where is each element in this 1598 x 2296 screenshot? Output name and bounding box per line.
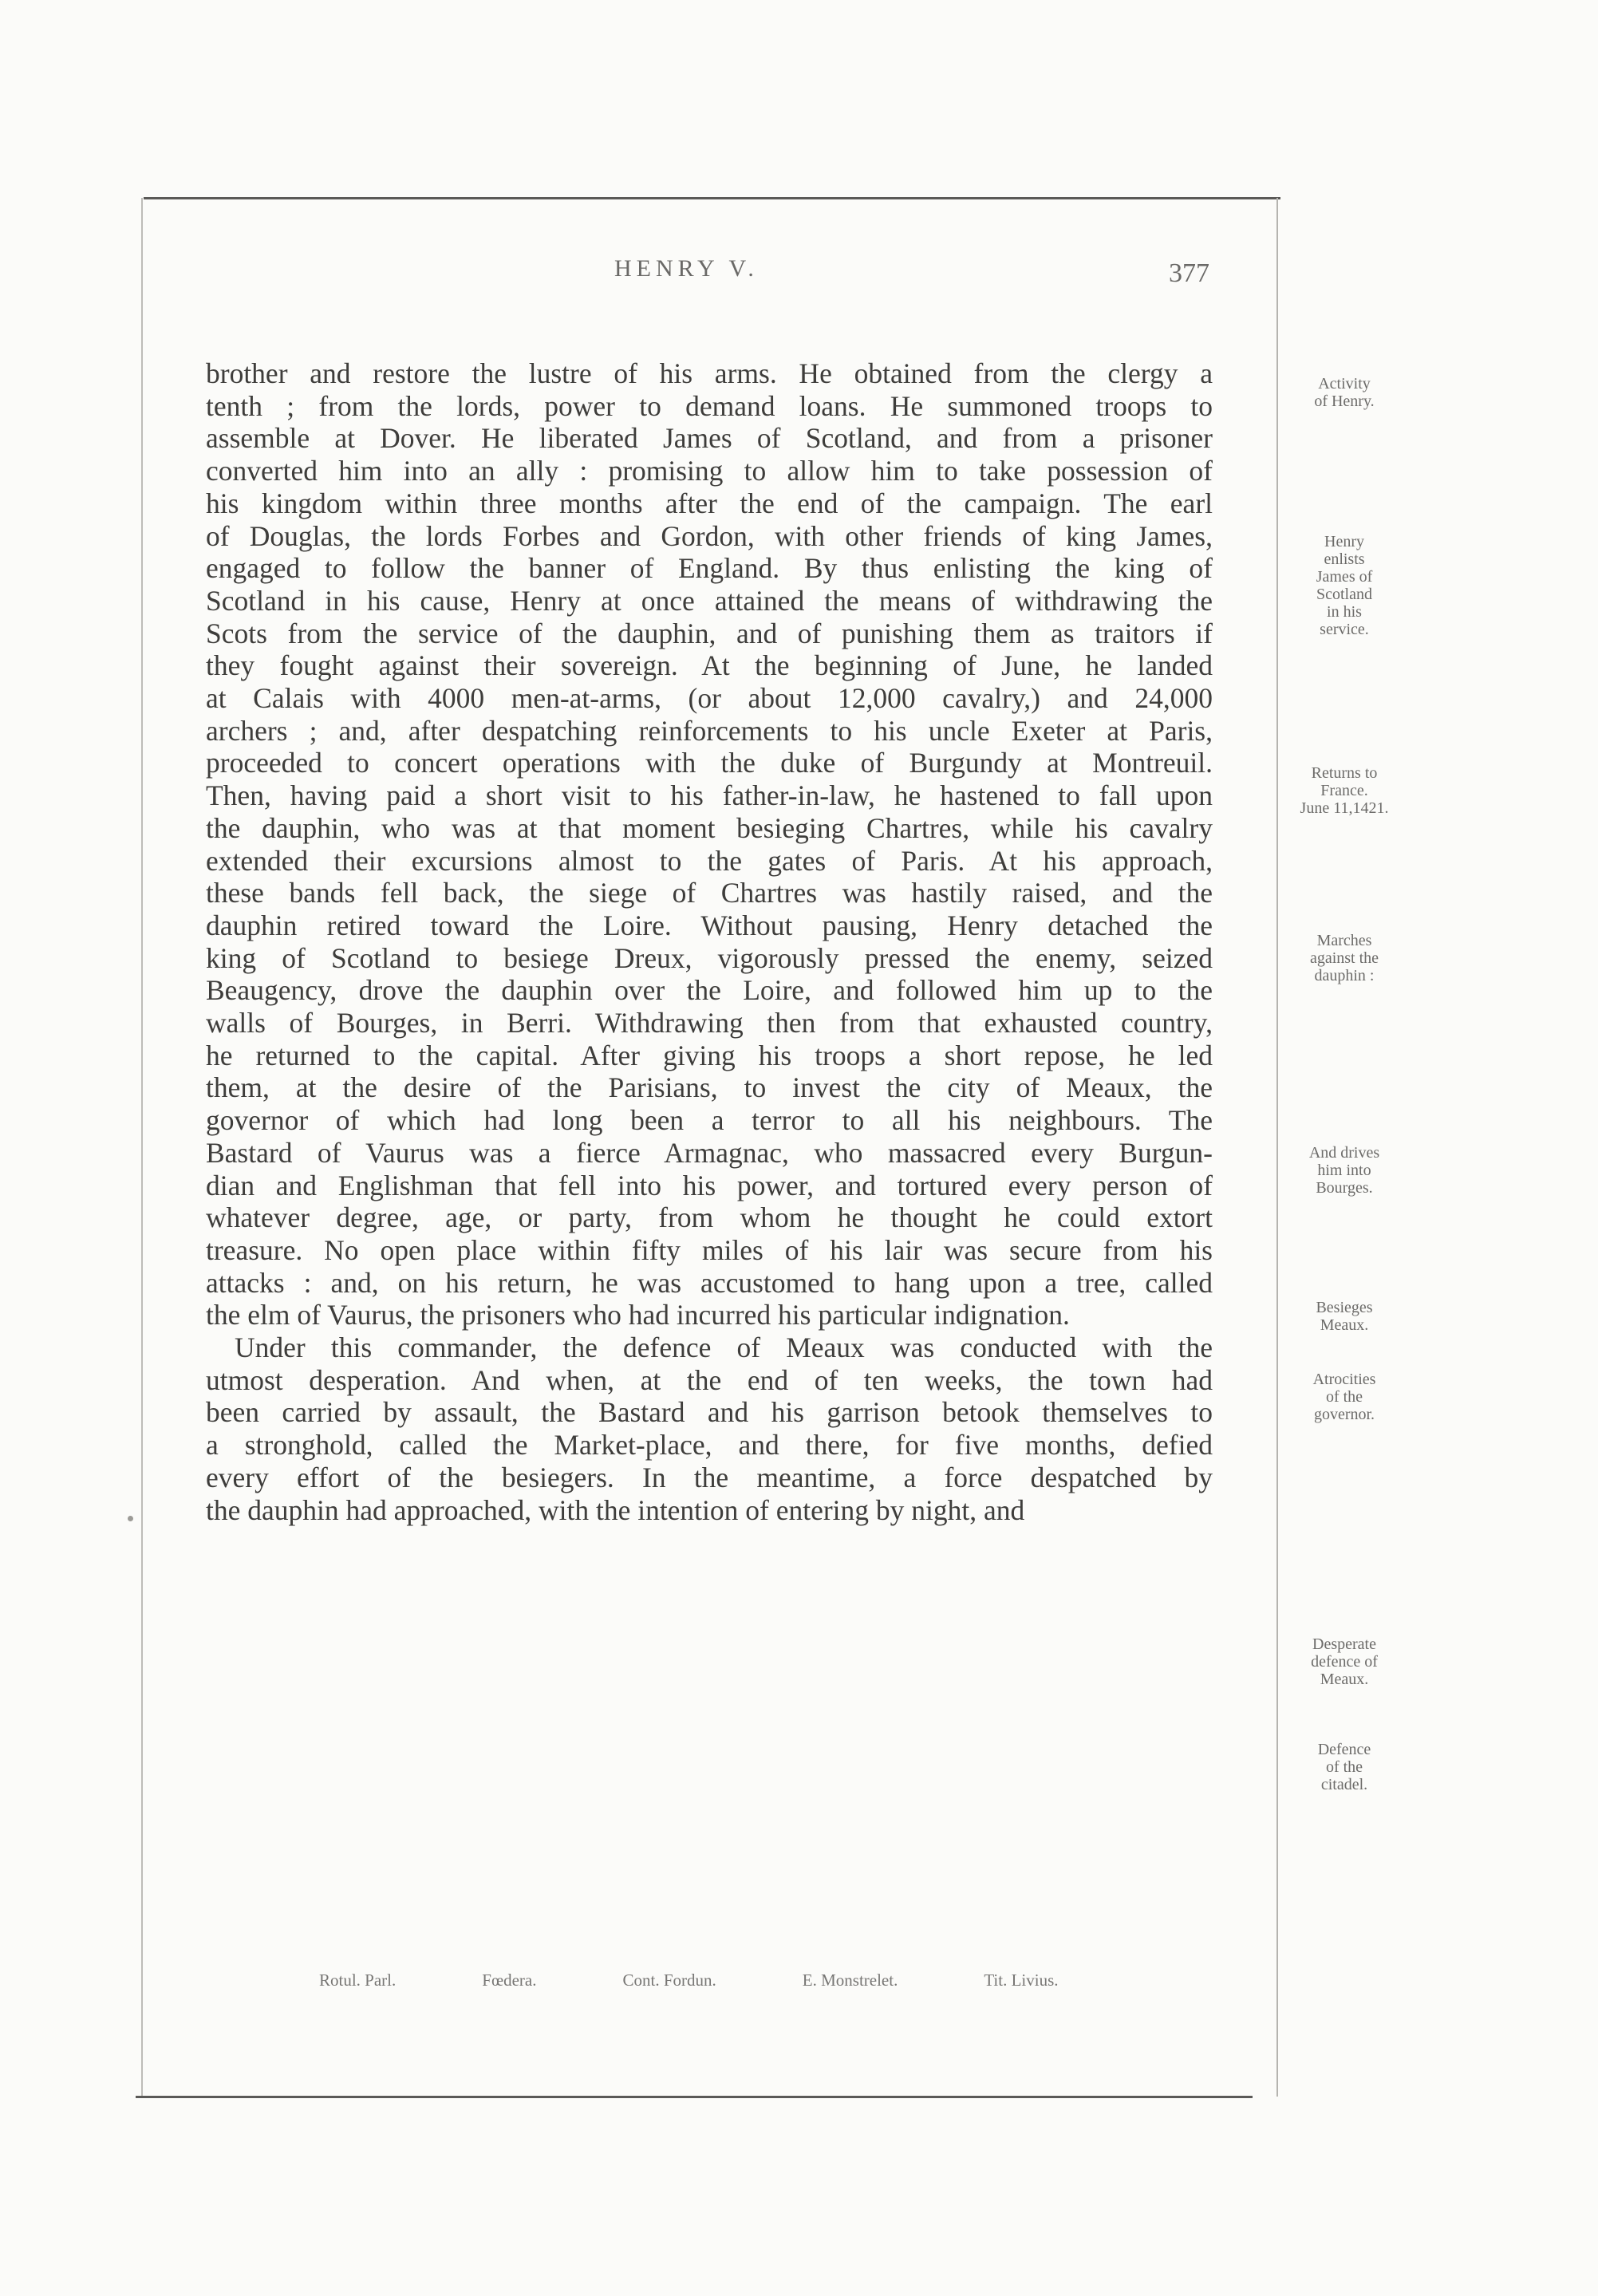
side-note-line: James of	[1316, 568, 1373, 586]
body-line: treasure. No open place within fifty miles of his lair was secure from his	[206, 1233, 1213, 1266]
bottom-rule	[136, 2096, 1253, 2098]
footnote-source: Cont. Fordun.	[622, 1971, 716, 1990]
side-note	[1284, 1635, 1404, 1688]
side-note	[1284, 1371, 1404, 1423]
side-note-line: service.	[1320, 621, 1369, 638]
side-note-line: Atrocities	[1312, 1371, 1376, 1388]
side-note-line: Henry	[1324, 533, 1364, 550]
body-line: engaged to follow the banner of England. By thus enlisting the king of	[206, 552, 1213, 585]
body-line: tenth ; from the lords, power to demand loans. He summoned troops to	[206, 389, 1213, 422]
body-line: of Douglas, the lords Forbes and Gordon, with other friends of king James,	[206, 519, 1213, 552]
body-line: governor of which had long been a terror to all his neighbours. The	[206, 1104, 1213, 1137]
body-line: the elm of Vaurus, the prisoners who had incurred his particular indignation.	[206, 1299, 1070, 1331]
footnote-source: E. Monstrelet.	[802, 1971, 898, 1990]
side-note-line: in his	[1327, 603, 1362, 621]
side-note-line: of the	[1325, 1758, 1363, 1776]
side-note	[1284, 533, 1404, 638]
body-line: converted him into an ally : promising to allow him to take possession of	[206, 455, 1213, 487]
body-line: dian and Englishman that fell into his power, and tortured every person of	[206, 1169, 1213, 1201]
body-line: Scotland in his cause, Henry at once attained the means of withdrawing the	[206, 584, 1213, 617]
body-line: Bastard of Vaurus was a fierce Armagnac, who massacred every Burgun-	[206, 1136, 1213, 1169]
footnote-source: Rotul. Parl.	[319, 1971, 397, 1990]
side-note-line: Scotland	[1316, 586, 1372, 603]
body-line: the dauphin, who was at that moment besieging Chartres, while his cavalry	[206, 811, 1213, 844]
side-note-line: Returns to	[1311, 764, 1378, 782]
side-note-line: of the	[1325, 1388, 1363, 1406]
side-note-line: Defence	[1317, 1741, 1371, 1758]
body-line: them, at the desire of the Parisians, to invest the city of Meaux, the	[206, 1071, 1213, 1104]
top-rule	[144, 197, 1280, 199]
side-note-line: Bourges.	[1316, 1179, 1373, 1197]
running-head: HENRY V.	[614, 255, 759, 282]
body-line: attacks : and, on his return, he was accustomed to hang upon a tree, called	[206, 1266, 1213, 1299]
body-line: they fought against their sovereign. At the beginning of June, he landed	[206, 649, 1213, 682]
body-line: assemble at Dover. He liberated James of Scotland, and from a prisoner	[206, 422, 1213, 455]
side-note-line: of Henry.	[1314, 393, 1375, 410]
body-line: dauphin retired toward the Loire. Without pausing, Henry detached the	[206, 909, 1213, 941]
side-note-line: And drives	[1308, 1144, 1380, 1162]
body-line: at Calais with 4000 men-at-arms, (or about 12,000 cavalry,) and 24,000	[206, 682, 1213, 714]
side-note	[1284, 1299, 1404, 1334]
side-note-line: dauphin :	[1314, 967, 1375, 984]
footnote-sources	[319, 1971, 1117, 1990]
body-line: archers ; and, after despatching reinforcements to his uncle Exeter at Paris,	[206, 714, 1213, 747]
side-note-line: Activity	[1318, 375, 1371, 393]
side-note	[1284, 1144, 1404, 1197]
side-note-line: enlists	[1324, 550, 1365, 568]
side-note-line: Besieges	[1316, 1299, 1373, 1316]
footnote-source: Fœdera.	[482, 1971, 537, 1990]
side-note-line: defence of	[1311, 1653, 1378, 1671]
body-line: these bands fell back, the siege of Chartres was hastily raised, and the	[206, 877, 1213, 909]
body-line: whatever degree, age, or party, from whom he thought he could extort	[206, 1201, 1213, 1234]
left-rule	[141, 198, 143, 2097]
side-note-line: France.	[1320, 782, 1368, 799]
right-rule	[1276, 198, 1278, 2097]
body-line: been carried by assault, the Bastard and his garrison betook themselves to	[206, 1396, 1213, 1429]
body-line: he returned to the capital. After giving his troops a short repose, he led	[206, 1039, 1213, 1071]
side-note	[1284, 932, 1404, 984]
side-note	[1284, 375, 1404, 410]
side-note	[1284, 764, 1404, 817]
body-line: brother and restore the lustre of his arms. He obtained from the clergy a	[206, 357, 1213, 389]
body-line: proceeded to concert operations with the duke of Burgundy at Montreuil.	[206, 747, 1213, 779]
side-note-line: June 11,1421.	[1300, 799, 1389, 817]
body-line: Scots from the service of the dauphin, and of punishing them as traitors if	[206, 617, 1213, 649]
body-line: every effort of the besiegers. In the meantime, a force despatched by	[206, 1461, 1213, 1493]
side-note-line: Marches	[1316, 932, 1372, 949]
side-note-line: him into	[1317, 1162, 1371, 1179]
side-note	[1284, 1741, 1404, 1793]
side-note-line: against the	[1309, 949, 1379, 967]
footnote-source: Tit. Livius.	[984, 1971, 1059, 1990]
body-line: his kingdom within three months after the end of the campaign. The earl	[206, 487, 1213, 519]
body-line: Then, having paid a short visit to his father-in-law, he hastened to fall upon	[206, 779, 1213, 812]
body-line: Under this commander, the defence of Meaux was conducted with the	[235, 1331, 1213, 1363]
side-note-line: Desperate	[1312, 1635, 1376, 1653]
body-line: Beaugency, drove the dauphin over the Loire, and followed him up to the	[206, 974, 1213, 1007]
side-note-line: Meaux.	[1320, 1316, 1369, 1334]
body-line: walls of Bourges, in Berri. Withdrawing then from that exhausted country,	[206, 1007, 1213, 1039]
body-line: utmost desperation. And when, at the end of ten weeks, the town had	[206, 1363, 1213, 1396]
page-number: 377	[1169, 258, 1209, 288]
side-note-line: Meaux.	[1320, 1671, 1369, 1688]
margin-mark	[128, 1516, 133, 1521]
body-line: a stronghold, called the Market-place, and there, for five months, defied	[206, 1429, 1213, 1462]
body-line: king of Scotland to besiege Dreux, vigorously pressed the enemy, seized	[206, 941, 1213, 974]
side-note-line: citadel.	[1320, 1776, 1368, 1793]
body-line: extended their excursions almost to the gates of Paris. At his approach,	[206, 844, 1213, 877]
side-note-line: governor.	[1313, 1406, 1375, 1423]
body-line: the dauphin had approached, with the intention of entering by night, and	[206, 1493, 1025, 1526]
